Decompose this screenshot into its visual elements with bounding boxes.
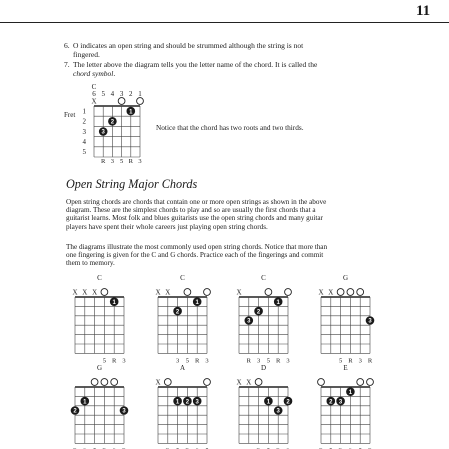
finger-number: 1: [348, 389, 353, 396]
open-string-marker: [367, 379, 374, 386]
finger-number: 2: [256, 309, 261, 316]
paragraph: Open string chords are chords that contain one or more open strings as shown in the above diagram. These are the simplest chords to play and so are usually the first chords that a guitarist learns. Most folk and blues guitarists use the open string chords and many guitar players have spent their whole careers just playing open string chords.: [66, 198, 327, 231]
finger-number: 1: [129, 109, 133, 116]
chord-tone-label: 3: [110, 158, 115, 165]
open-string-marker: [347, 289, 354, 296]
muted-string-marker: X: [155, 288, 161, 297]
muted-string-marker: X: [155, 378, 161, 387]
open-string-marker: [91, 379, 98, 386]
string-number: 2: [129, 90, 133, 98]
open-string-marker: [337, 289, 344, 296]
chord-name: G: [96, 364, 103, 372]
item-number: 6.: [64, 41, 70, 50]
chord-tone-label: 3: [358, 357, 362, 365]
item-number: 7.: [64, 60, 70, 69]
muted-string-marker: X: [72, 288, 78, 297]
open-string-marker: [357, 289, 364, 296]
item-text-end: .: [113, 69, 116, 78]
chord-tone-label: R: [195, 357, 200, 365]
chord-tone-label: 3: [256, 357, 261, 365]
finger-number: 1: [276, 299, 280, 306]
open-string-marker: [101, 379, 108, 386]
finger-number: 3: [368, 318, 372, 325]
chord-tone-label: R: [112, 357, 117, 365]
open-string-marker: [118, 98, 125, 105]
item-text: O indicates an open string and should be strummed although the string is not fingered.: [73, 41, 304, 59]
example-note: Notice that the chord has two roots and two thirds.: [156, 123, 304, 132]
muted-string-marker: X: [236, 378, 242, 387]
muted-string-marker: X: [92, 288, 98, 297]
finger-number: 3: [122, 408, 126, 415]
open-string-marker: [164, 379, 171, 386]
page-number: 11: [416, 3, 431, 19]
finger-number: 2: [329, 399, 333, 406]
finger-number: 2: [110, 119, 115, 126]
open-string-marker: [318, 379, 325, 386]
chord-name: G: [342, 274, 349, 282]
chord-tone-label: 5: [266, 357, 271, 365]
string-number: 6: [92, 90, 96, 98]
chord-tone-label: R: [246, 357, 251, 365]
finger-number: 1: [83, 399, 87, 406]
fret-number: 1: [82, 107, 86, 116]
chord-name: E: [343, 364, 348, 372]
finger-number: 1: [112, 299, 116, 306]
open-string-marker: [101, 289, 108, 296]
finger-number: 1: [175, 399, 180, 406]
finger-number: 2: [286, 399, 290, 406]
chord-tone-label: 3: [205, 357, 209, 365]
finger-number: 3: [338, 399, 343, 406]
string-number: 4: [110, 90, 115, 98]
open-string-marker: [204, 289, 211, 296]
fret-number: 4: [82, 138, 86, 146]
finger-number: 1: [266, 399, 271, 406]
chord-tone-label: R: [367, 357, 373, 365]
string-number: 3: [119, 90, 124, 98]
chord-name: C: [91, 83, 97, 91]
chord-name: C: [180, 274, 185, 282]
chord-tone-label: 3: [175, 357, 180, 365]
muted-string-marker: X: [246, 378, 252, 387]
chord-name: C: [261, 274, 266, 282]
chord-tone-label: R: [276, 357, 281, 365]
paragraph: The diagrams illustrate the most commonly used open string chords. Notice that more than one fingering is given for the C and G chords. Practice each of the fingerings and commit them to memory.: [66, 243, 328, 268]
chord-tone-label: 3: [122, 357, 126, 365]
chord-name: A: [179, 364, 186, 372]
open-string-marker: [255, 379, 262, 386]
open-string-marker: [265, 289, 272, 296]
chord-tone-label: 5: [185, 357, 190, 365]
chord-tone-label: R: [128, 158, 133, 165]
muted-string-marker: X: [318, 288, 324, 297]
section-title: Open String Major Chords: [66, 177, 198, 191]
muted-string-marker: X: [165, 288, 171, 297]
finger-number: 3: [195, 399, 199, 406]
chord-tone-label: 5: [102, 357, 107, 365]
chord-tone-label: 3: [286, 357, 290, 365]
open-string-marker: [137, 98, 144, 105]
muted-string-marker: X: [82, 288, 88, 297]
chord-tone-label: 5: [338, 357, 343, 365]
open-string-marker: [184, 289, 191, 296]
chord-name: D: [260, 364, 267, 372]
muted-string-marker: X: [328, 288, 334, 297]
muted-string-marker: X: [91, 97, 97, 106]
chord-tone-label: 3: [138, 158, 142, 165]
finger-number: 3: [276, 408, 280, 415]
finger-number: 3: [247, 318, 251, 325]
open-string-marker: [285, 289, 292, 296]
fret-label: Fret: [64, 111, 76, 119]
finger-number: 1: [195, 299, 199, 306]
fret-number: 3: [82, 127, 86, 136]
item-text-italic: chord symbol: [73, 69, 114, 78]
open-string-marker: [111, 379, 118, 386]
finger-number: 2: [73, 408, 77, 415]
muted-string-marker: X: [236, 288, 242, 297]
open-string-marker: [357, 379, 364, 386]
chord-tone-label: 5: [119, 158, 124, 165]
string-number: 1: [138, 90, 142, 98]
finger-number: 2: [185, 399, 190, 406]
fret-number: 5: [82, 148, 86, 157]
chord-tone-label: R: [101, 158, 106, 165]
finger-number: 3: [101, 129, 105, 136]
open-string-marker: [204, 379, 211, 386]
item-text-main: The letter above the diagram tells you the letter name of the chord. It is called the: [73, 60, 318, 69]
chord-name: C: [97, 274, 102, 282]
finger-number: 2: [175, 309, 180, 316]
fret-number: 2: [82, 117, 86, 126]
chord-tone-label: R: [348, 357, 353, 365]
string-number: 5: [101, 90, 105, 98]
